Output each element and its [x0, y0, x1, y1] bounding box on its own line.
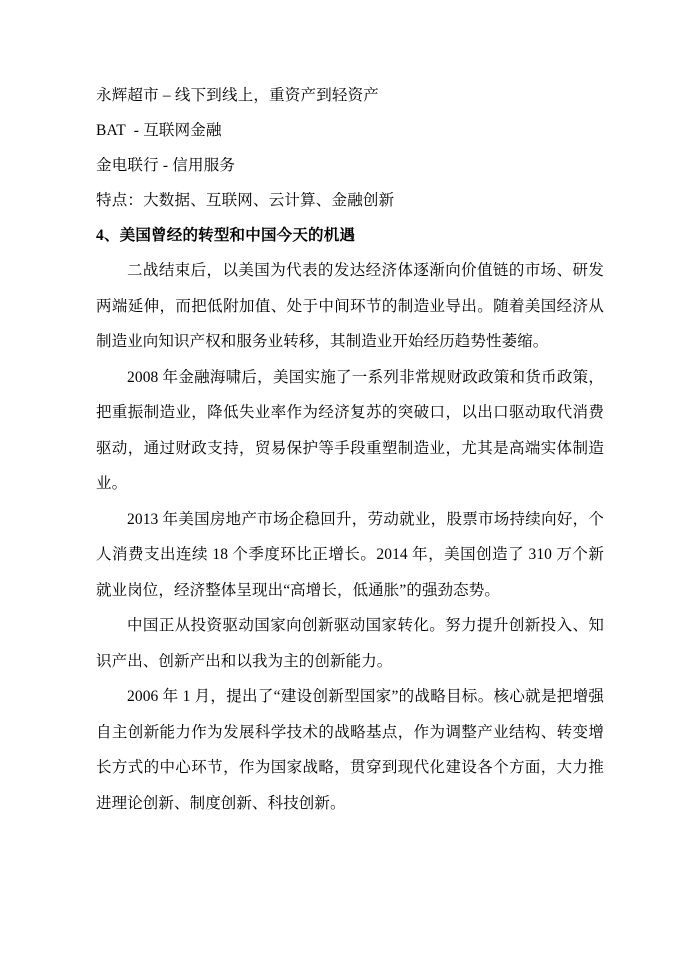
paragraph-postwar-transition: 二战结束后，以美国为代表的发达经济体逐渐向价值链的市场、研发两端延伸，而把低附加值、处于中间环节的制造业导出。随着美国经济从制造业向知识产权和服务业转移，其制造业开始经历趋势性萎缩。 — [96, 262, 604, 350]
lead-line-3: 金电联行 - 信用服务 — [96, 157, 236, 174]
section-heading: 4、美国曾经的转型和中国今天的机遇 — [96, 227, 356, 244]
lead-line-1: 永辉超市 – 线下到线上，重资产到轻资产 — [96, 87, 380, 104]
paragraph-2006-strategy: 2006 年 1 月，提出了“建设创新型国家”的战略目标。核心就是把增强自主创新能力作为发展科学技术的战略基点，作为调整产业结构、转变增长方式的中心环节，作为国家战略，贯穿到现代化建设各个方面，大力推进理论创新、制度创新、科技创新。 — [96, 688, 604, 812]
paragraph-china-innovation: 中国正从投资驱动国家向创新驱动国家转化。努力提升创新投入、知识产出、创新产出和以我为主的创新能力。 — [96, 617, 604, 670]
lead-lines-block — [96, 78, 604, 218]
paragraph-2008-crisis: 2008 年金融海啸后，美国实施了一系列非常规财政政策和货币政策，把重振制造业，降低失业率作为经济复苏的突破口，以出口驱动取代消费驱动，通过财政支持，贸易保护等手段重塑制造业，尤其是高端实体制造业。 — [96, 368, 604, 492]
lead-line-2: BAT - 互联网金融 — [96, 122, 222, 139]
lead-line-4: 特点：大数据、互联网、云计算、金融创新 — [96, 192, 395, 209]
paragraph-2013-recovery: 2013 年美国房地产市场企稳回升，劳动就业，股票市场持续向好，个人消费支出连续 18 个季度环比正增长。2014 年，美国创造了 310 万个新就业岗位，经济整体呈现出“高增长，低通胀”的强劲态势。 — [96, 510, 604, 599]
document-body — [96, 78, 604, 821]
